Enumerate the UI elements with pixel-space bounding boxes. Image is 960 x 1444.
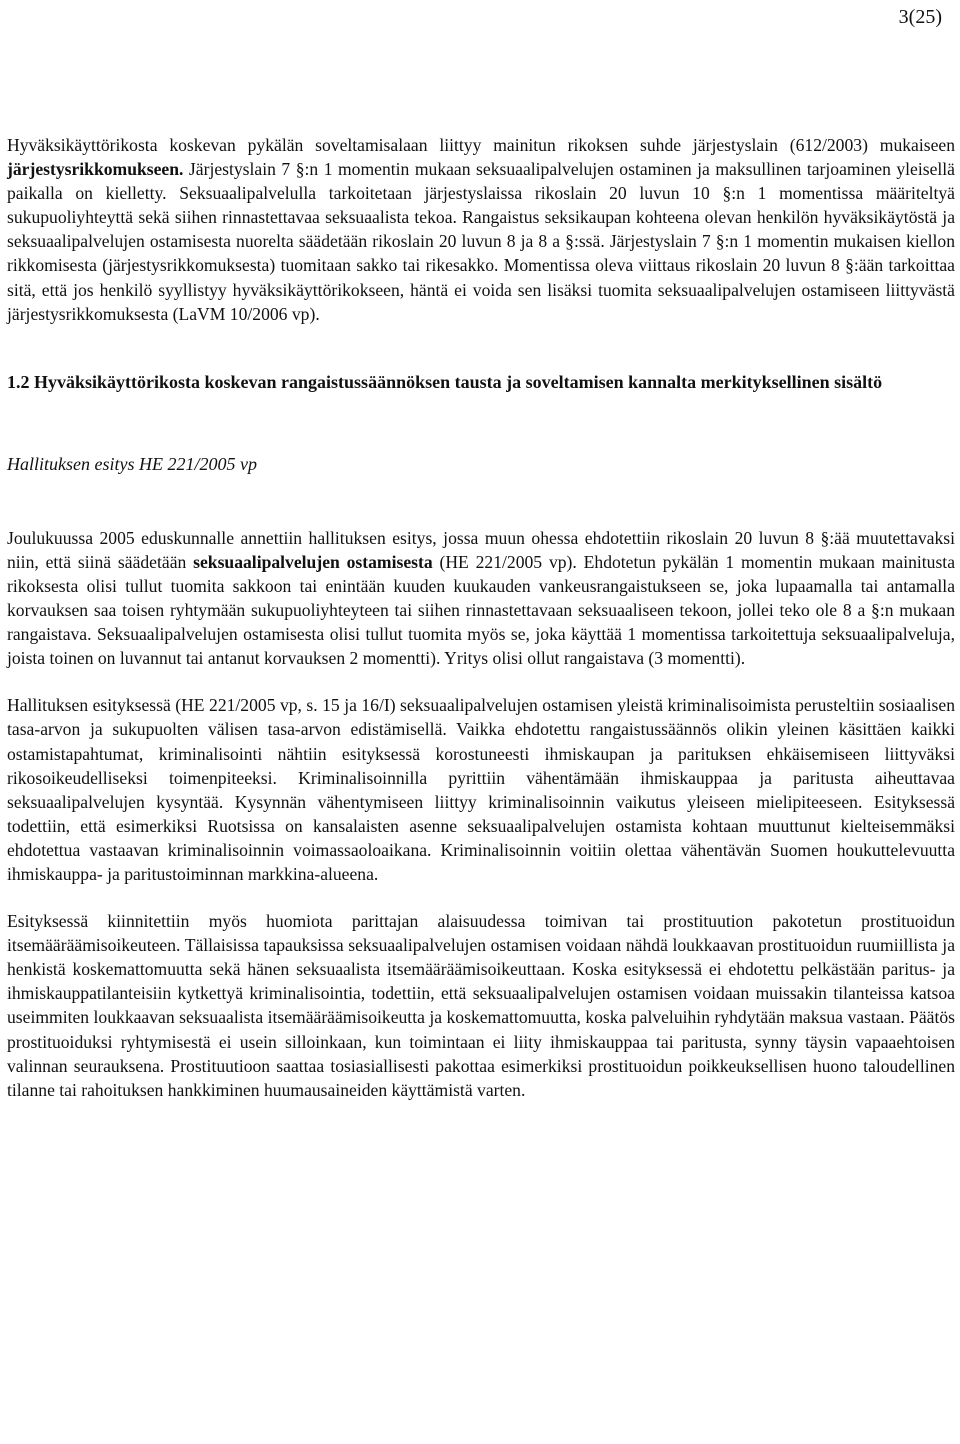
paragraph-order-act <box>7 133 955 326</box>
paragraph-text: Joulukuussa 2005 eduskunnalle annettiin hallituksen esitys, jossa muun ohessa ehdotettiin rikoslain 20 luvun 8 §:ää muutettavaksi niin, että siinä säädetään <box>7 527 955 572</box>
paragraph-justification: Hallituksen esityksessä (HE 221/2005 vp, s. 15 ja 16/I) seksuaalipalvelujen ostamisen yleistä kriminalisoimista perusteltiin sosiaalisen tasa-arvon ja sukupuolten välisen tasa-arvon edistämisellä. Vaikka ehdotettu rangaistussäännös olikin yleinen käsittäen kaikki ostamistapahtumat, kriminalisointi nähtiin esityksessä korostuneesti ihmiskaupan ja parituksen ehkäisemiseen liittyväksi rikosoikeudelliseksi toimenpiteeksi. Kriminalisoinnilla pyrittiin vähentämään ihmiskauppaa ja paritusta aiheuttavaa seksuaalipalvelujen kysyntää. Kysynnän vähentymiseen liittyy kriminalisoinnin vaikutus yleiseen mielipiteeseen. Esityksessä todettiin, että esimerkiksi Ruotsissa on kansalaisten asenne seksuaalipalvelujen ostamista kohtaan muuttunut kielteisemmäksi ehdotettua vastaavan kriminalisoinnin voimassaoloaikana. Kriminalisoinnin voitiin olettaa vähentävän Suomen houkuttelevuutta ihmiskauppa- ja paritustoiminnan markkina-alueena. <box>7 695 955 884</box>
bold-term: seksuaalipalvelujen ostamisesta <box>193 551 433 572</box>
bold-term: järjestysrikkomukseen. <box>7 159 184 180</box>
paragraph-text: Hyväksikäyttörikosta koskevan pykälän soveltamisalaan liittyy mainitun rikoksen suhde järjestyslain (612/2003) mukaiseen <box>7 135 955 155</box>
section-heading: 1.2 Hyväksikäyttörikosta koskevan rangaistussäännöksen tausta ja soveltamisen kannalta merkityksellinen sisältö <box>7 371 883 392</box>
document-body <box>7 133 955 1102</box>
paragraph-self-determination: Esityksessä kiinnitettiin myös huomiota parittajan alaisuudessa toimivan tai prostituution pakotetun prostituoidun itsemääräämisoikeuteen. Tällaisissa tapauksissa seksuaalipalvelujen ostamisen voidaan nähdä loukkaavan prostituoidun ruumiillista ja henkistä koskemattomuutta sekä hänen seksuaalista itsemääräämisoikeuttaan. Koska esityksessä ei ehdotettu pelkästään paritus- ja ihmiskauppatilanteisiin kytkettyä kriminalisointia, todettiin, että seksuaalipalvelujen ostamisen voidaan muissakin tilanteissa katsoa useimmiten loukkaavan seksuaalista itsemääräämisoikeutta ja koskemattomuutta, koska palveluihin ryhdytään maksua vastaan. Päätös prostituoiduksi ryhtymisestä ei usein silloinkaan, kun toimintaan ei liity ihmiskauppaa tai paritusta, synny täysin vapaaehtoisen valinnan seurauksena. Prostituutioon saattaa tosiasiallisesti pakottaa esimerkiksi prostituoidun poikkeuksellisen huono taloudellinen tilanne tai rahoituksen hankkiminen huumausaineiden käyttämistä varten. <box>7 911 955 1100</box>
paragraph-text: (HE 221/2005 vp). Ehdotetun pykälän 1 momentin mukaan mainitusta rikoksesta olisi tullut tuomita sakkoon tai enintään kuuden kuukauden vankeusrangaistukseen se, joka lupaamalla tai antamalla korvauksen saa toisen ryhtymään sukupuoliyhteyteen tai siihen rinnastettavaan seksuaaliseen tekoon, jollei teko ole 8 a §:n mukaan rangaistava. Seksuaalipalvelujen ostamisesta olisi tullut tuomita myös se, joka käyttää 1 momentissa tarkoitettuja seksuaalipalveluja, joista toinen on luvannut tai antanut korvauksen 2 momentti). Yritys olisi ollut rangaistava (3 momentti). <box>7 551 956 669</box>
page-number: 3(25) <box>898 6 942 28</box>
paragraph-text: Järjestyslain 7 §:n 1 momentin mukaan seksuaalipalvelujen ostaminen ja maksullinen tarjoaminen yleisellä paikalla on kielletty. Seksuaalipalvelulla tarkoitetaan järjestyslaissa rikoslain 20 luvun 10 §:n 1 momentissa määriteltyä sukupuoliyhteyttä sekä siihen rinnastettavaa seksuaalista tekoa. Rangaistus seksikaupan kohteena olevan henkilön hyväksikäytöstä ja seksuaalipalvelujen ostamisesta nuorelta säädetään rikoslain 20 luvun 8 ja 8 a §:ssä. Järjestyslain 7 §:n 1 momentin mukaisen kiellon rikkomisesta (järjestysrikkomuksesta) tuomitaan sakko tai rikesakko. Momentissa oleva viittaus rikoslain 20 luvun 8 §:ään tarkoittaa sitä, että jos henkilö syyllistyy hyväksikäyttörikokseen, häntä ei voida sen lisäksi tuomita seksuaalipalvelujen ostamiseen liittyvästä järjestysrikkomuksesta (LaVM 10/2006 vp). <box>7 159 955 324</box>
section-subheading: Hallituksen esitys HE 221/2005 vp <box>7 453 257 474</box>
paragraph-government-proposal <box>7 526 955 671</box>
